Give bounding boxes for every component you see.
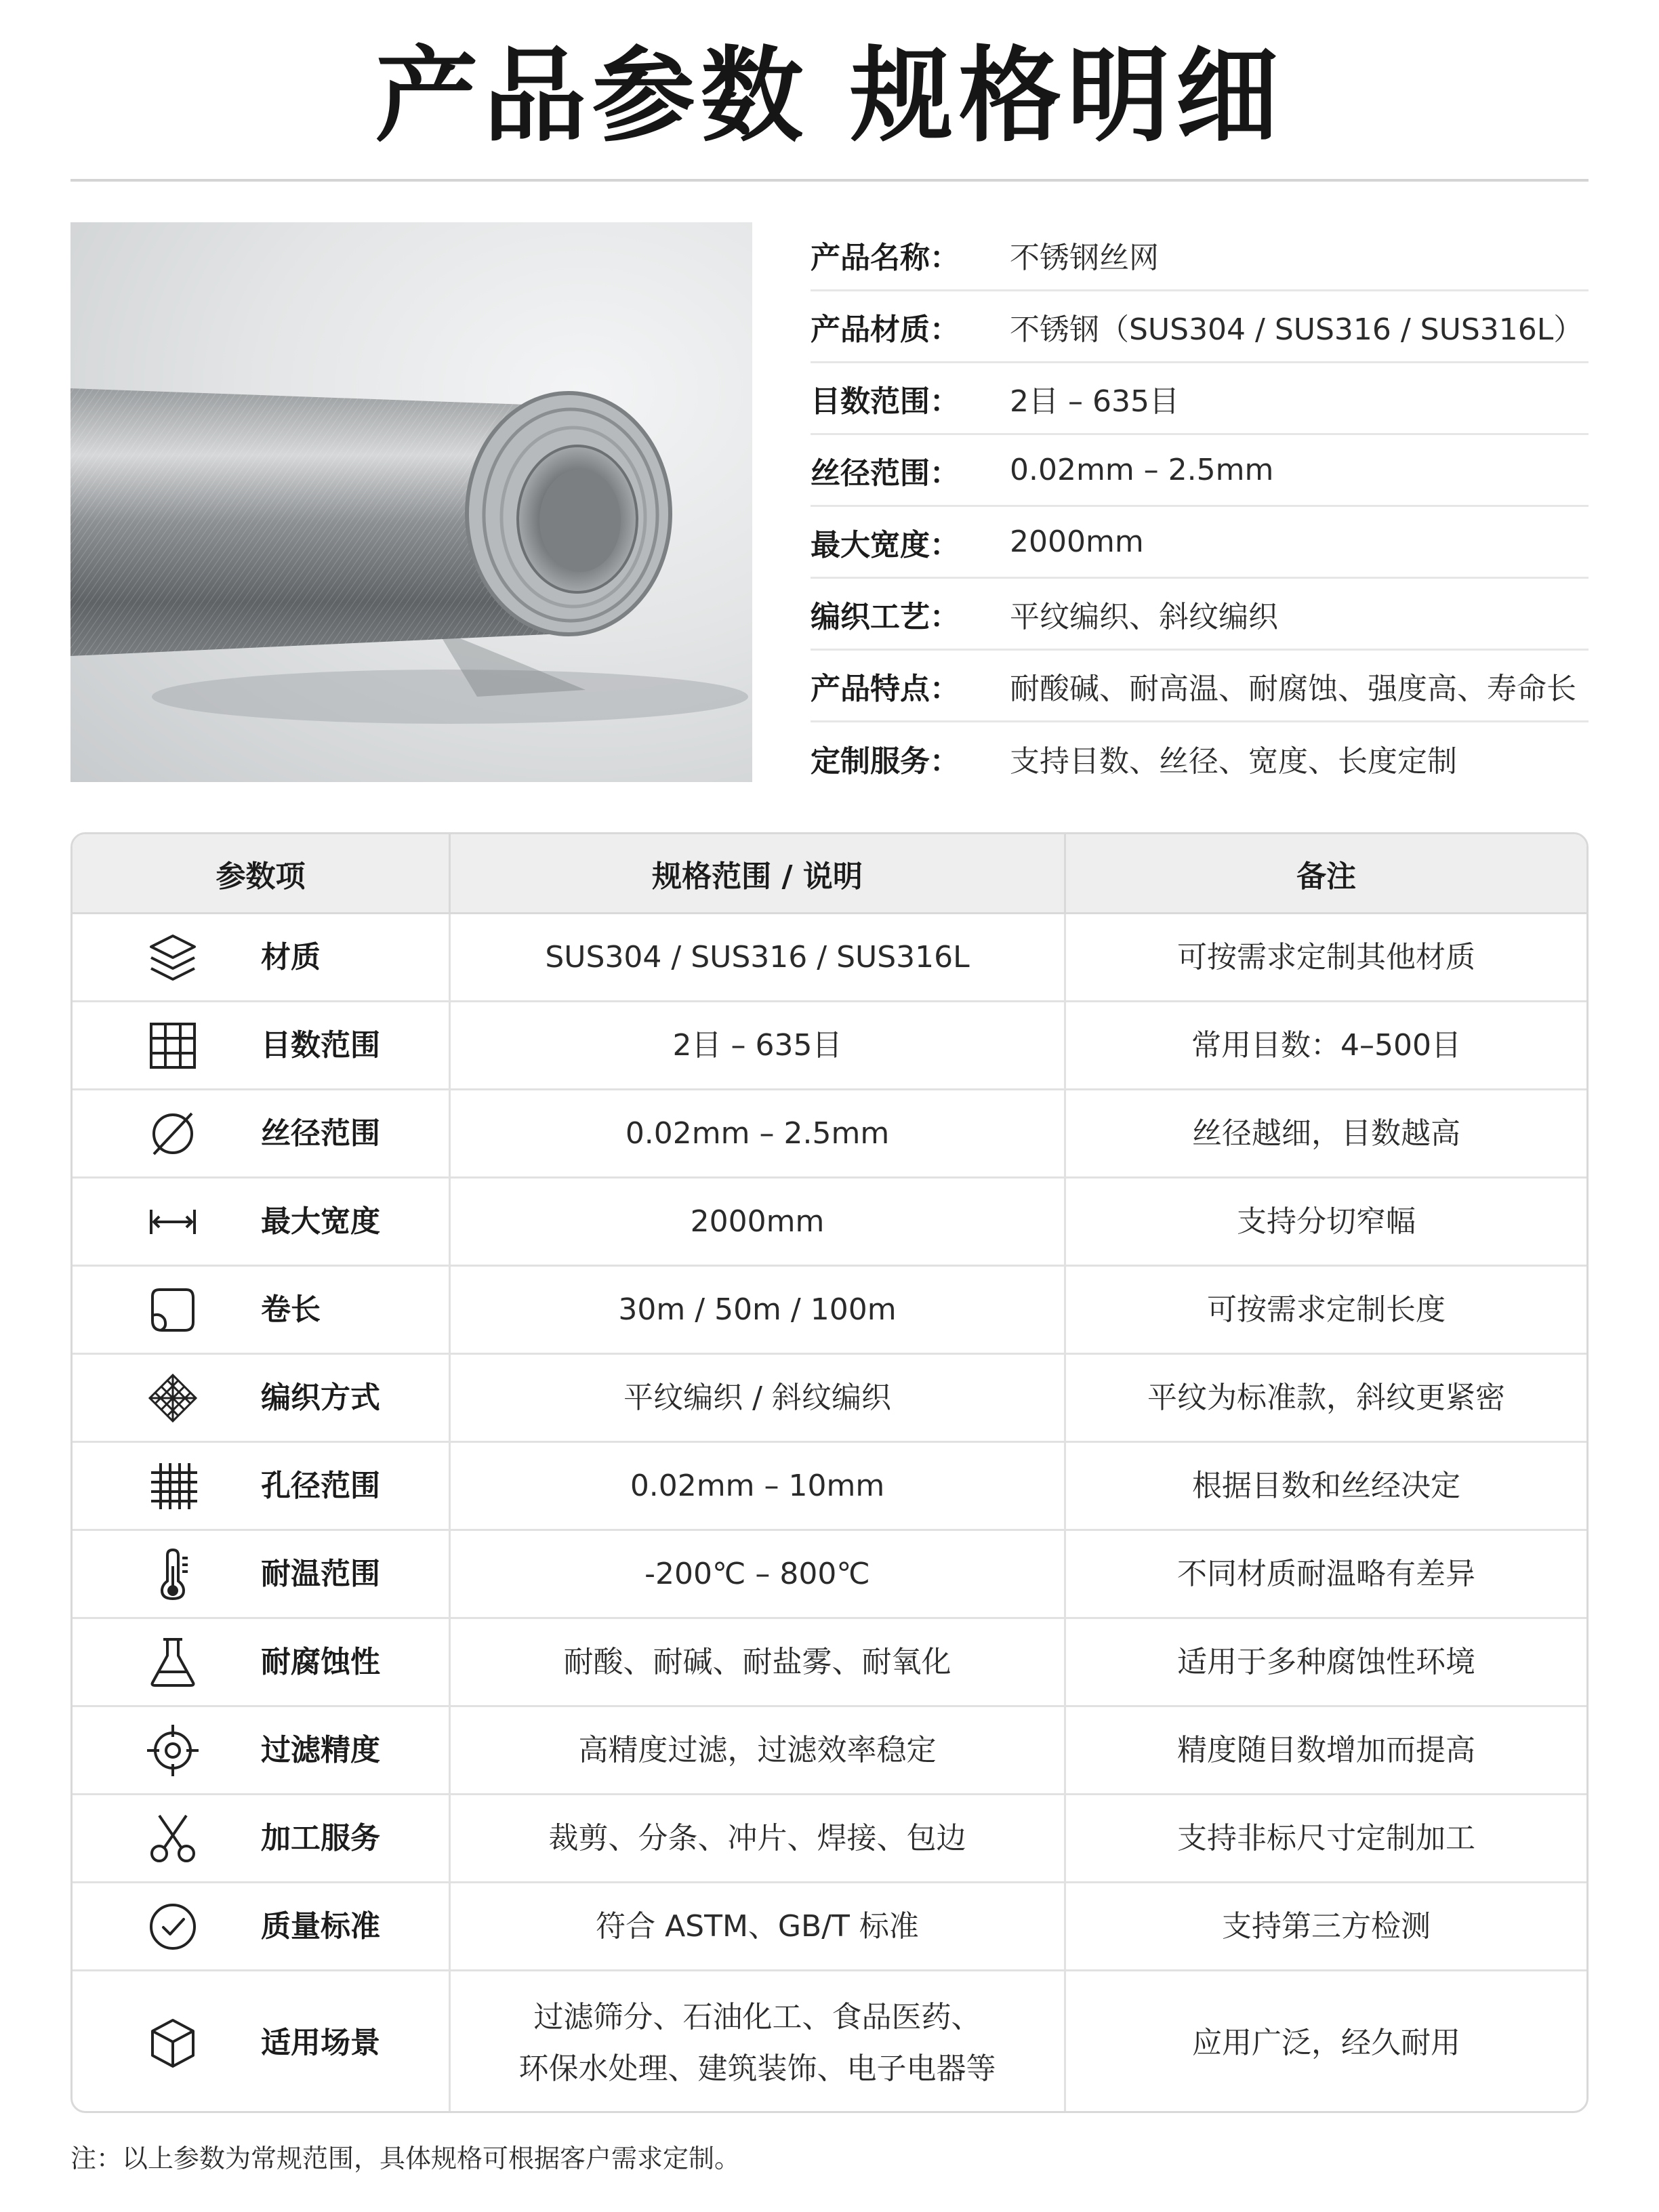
title-divider: [70, 179, 1589, 182]
spec-value: 0.02mm – 2.5mm: [1010, 453, 1274, 487]
table-cell-spec: 2目 – 635目: [451, 1002, 1066, 1090]
spec-row-mesh: [811, 363, 1589, 435]
param-name: 丝径范围: [261, 1115, 380, 1151]
spec-line: 环保水处理、建筑装饰、电子电器等: [518, 2051, 996, 2086]
table-row-param: [73, 1267, 451, 1355]
table-cell-note: 支持非标尺寸定制加工: [1066, 1795, 1586, 1883]
param-name: 加工服务: [261, 1820, 380, 1856]
product-photo: [70, 222, 752, 782]
page-title: 产品参数 规格明细: [375, 36, 1284, 156]
spec-row-custom: [811, 722, 1589, 794]
table-header-param: 参数项: [73, 834, 451, 914]
table-cell-spec: 0.02mm – 2.5mm: [451, 1090, 1066, 1179]
flask-icon: [144, 1634, 201, 1691]
table-cell-spec: 裁剪、分条、冲片、焊接、包边: [451, 1795, 1066, 1883]
thermometer-icon: [144, 1546, 201, 1603]
layers-icon: [144, 929, 201, 986]
table-cell-note: 精度随目数增加而提高: [1066, 1707, 1586, 1795]
table-row-param: [73, 1707, 451, 1795]
spec-label: 编织工艺：: [811, 599, 960, 634]
width-icon: [144, 1193, 201, 1250]
spec-value: 支持目数、丝径、宽度、长度定制: [1010, 744, 1457, 779]
spec-table: [70, 832, 1589, 2113]
param-name: 材质: [261, 939, 321, 975]
spec-value: 2目 – 635目: [1010, 384, 1179, 419]
table-cell-note: 应用广泛，经久耐用: [1192, 2026, 1460, 2060]
table-cell-spec: 高精度过滤，过滤效率稳定: [451, 1707, 1066, 1795]
table-row-param: [73, 1002, 451, 1090]
param-name: 耐腐蚀性: [261, 1644, 380, 1679]
table-row-param: [73, 1971, 451, 2113]
spec-row-features: [811, 651, 1589, 722]
spec-row-name: [811, 220, 1589, 291]
table-cell-spec: 2000mm: [451, 1179, 1066, 1267]
spec-value: 2000mm: [1010, 525, 1144, 559]
table-row-param: [73, 1795, 451, 1883]
table-cell-note: 支持第三方检测: [1066, 1883, 1586, 1971]
table-row-param: [73, 1883, 451, 1971]
table-header-spec: 规格范围 / 说明: [451, 834, 1066, 914]
table-cell-note: 平纹为标准款，斜纹更紧密: [1066, 1355, 1586, 1443]
footnote: 注：以上参数为常规范围，具体规格可根据客户需求定制。: [70, 2144, 741, 2173]
spec-row-width: [811, 507, 1589, 579]
spec-line: 过滤筛分、石油化工、食品医药、: [533, 2000, 981, 2034]
table-row-param: [73, 1090, 451, 1179]
check-circle-icon: [144, 1898, 201, 1955]
param-name: 过滤精度: [261, 1732, 380, 1767]
table-cell-note: 可按需求定制其他材质: [1066, 914, 1586, 1002]
grid-icon: [144, 1017, 201, 1074]
spec-label: 丝径范围：: [811, 455, 960, 491]
param-name: 孔径范围: [261, 1468, 380, 1503]
table-cell-spec: 30m / 50m / 100m: [451, 1267, 1066, 1355]
table-row-param: [73, 1355, 451, 1443]
spec-row-wire: [811, 435, 1589, 507]
table-cell-spec: [451, 1971, 1066, 2113]
table-cell-note: 可按需求定制长度: [1066, 1267, 1586, 1355]
param-name: 适用场景: [261, 2026, 380, 2060]
param-name: 编织方式: [261, 1380, 380, 1415]
box-icon: [144, 2015, 201, 2072]
table-cell-spec: -200℃ – 800℃: [451, 1531, 1066, 1619]
table-cell-spec: 符合 ASTM、GB/T 标准: [451, 1883, 1066, 1971]
spec-label: 产品名称：: [811, 240, 960, 275]
spec-label: 产品材质：: [811, 312, 960, 347]
aperture-icon: [144, 1458, 201, 1515]
table-cell-spec: 平纹编织 / 斜纹编织: [451, 1355, 1066, 1443]
diameter-icon: [144, 1105, 201, 1162]
spec-row-weave: [811, 579, 1589, 651]
table-cell-note: 常用目数：4–500目: [1066, 1002, 1586, 1090]
table-cell-note: 支持分切窄幅: [1066, 1179, 1586, 1267]
spec-row-material: [811, 291, 1589, 363]
table-row-param: [73, 1619, 451, 1707]
target-icon: [144, 1722, 201, 1779]
table-cell-spec: SUS304 / SUS316 / SUS316L: [451, 914, 1066, 1002]
param-name: 质量标准: [261, 1908, 380, 1944]
table-row-param: [73, 1443, 451, 1531]
spec-value: 不锈钢（SUS304 / SUS316 / SUS316L）: [1010, 312, 1584, 347]
table-header-note: 备注: [1066, 834, 1586, 914]
table-row-param: [73, 914, 451, 1002]
param-name: 卷长: [261, 1292, 321, 1327]
table-cell-note: 丝径越细，目数越高: [1066, 1090, 1586, 1179]
weave-icon: [144, 1370, 201, 1427]
spec-label: 定制服务：: [811, 744, 960, 779]
scissors-icon: [144, 1810, 201, 1867]
spec-label: 产品特点：: [811, 671, 960, 706]
spec-label: 目数范围：: [811, 384, 960, 419]
table-cell-note: 根据目数和丝经决定: [1066, 1443, 1586, 1531]
table-cell-spec: 耐酸、耐碱、耐盐雾、耐氧化: [451, 1619, 1066, 1707]
table-row-param: [73, 1531, 451, 1619]
spec-value: 不锈钢丝网: [1010, 240, 1159, 275]
param-name: 耐温范围: [261, 1556, 380, 1591]
param-name: 最大宽度: [261, 1204, 380, 1239]
spec-list: [811, 220, 1589, 794]
param-name: 目数范围: [261, 1027, 380, 1063]
table-cell-note: 不同材质耐温略有差异: [1066, 1531, 1586, 1619]
spec-value: 耐酸碱、耐高温、耐腐蚀、强度高、寿命长: [1010, 671, 1576, 706]
table-cell-note: 适用于多种腐蚀性环境: [1066, 1619, 1586, 1707]
spec-value: 平纹编织、斜纹编织: [1010, 599, 1278, 634]
table-cell-spec: 0.02mm – 10mm: [451, 1443, 1066, 1531]
roll-icon: [144, 1282, 201, 1338]
spec-label: 最大宽度：: [811, 527, 960, 562]
table-row-param: [73, 1179, 451, 1267]
